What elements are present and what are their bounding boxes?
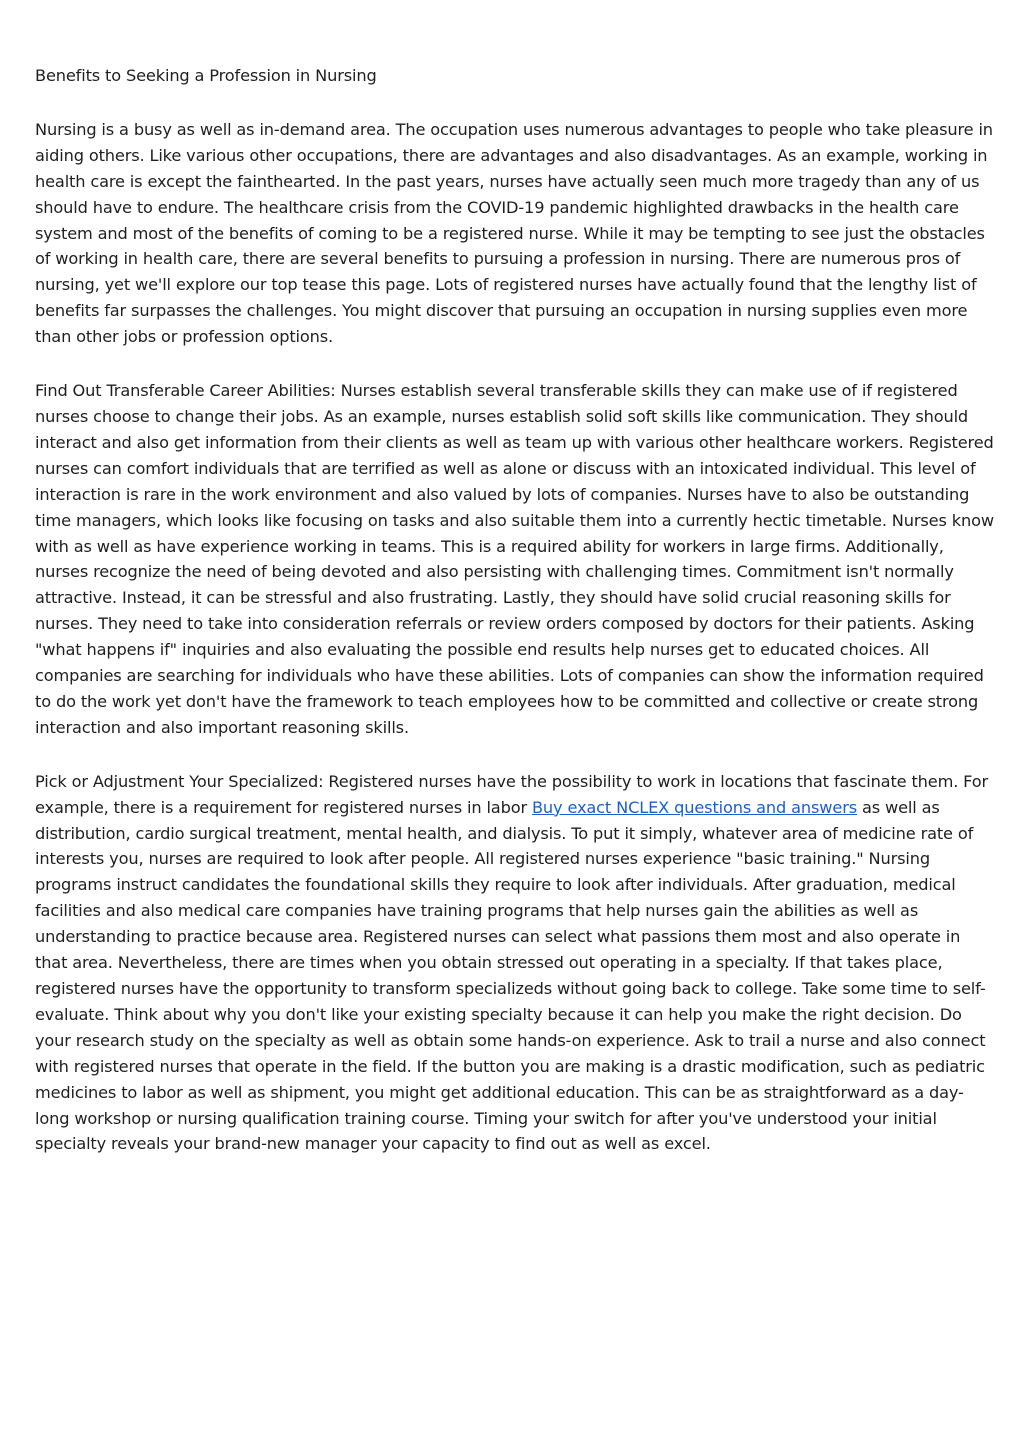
nclex-link[interactable]: Buy exact NCLEX questions and answers bbox=[531, 797, 857, 817]
paragraph-specialty-start: Pick or Adjustment Your Specialized: Registered nurses have the possibility to work in locations that fascinate them. For example, there is a requirement for registered nurses in labor bbox=[35, 771, 989, 817]
document-title: Benefits to Seeking a Profession in Nursing bbox=[35, 66, 377, 85]
document-body bbox=[35, 63, 995, 1185]
paragraph-transferable-skills: Find Out Transferable Career Abilities: Nurses establish several transferable skills they can make use of if registered nurses choose to change their jobs. As an example, nurses establish solid soft skills like communication. They should interact and also get information from their clients as well as team up with various other healthcare workers. Registered nurses can comfort individuals that are terrified as well as alone or discuss with an intoxicated individual. This level of interaction is rare in the work environment and also valued by lots of companies. Nurses have to also be outstanding time managers, which looks like focusing on tasks and also suitable them into a currently hectic timetable. Nurses know with as well as have experience working in teams. This is a required ability for workers in large firms. Additionally, nurses recognize the need of being devoted and also persisting with challenging times. Commitment isn't normally attractive. Instead, it can be stressful and also frustrating. Lastly, they should have solid crucial reasoning skills for nurses. They need to take into consideration referrals or review orders composed by doctors for their patients. Asking "what happens if" inquiries and also evaluating the possible end results help nurses get to educated choices. All companies are searching for individuals who have these abilities. Lots of companies can show the information required to do the work yet don't have the framework to teach employees how to be committed and collective or create strong interaction and also important reasoning skills. bbox=[35, 381, 994, 737]
paragraph-specialty bbox=[35, 769, 995, 1158]
paragraph-intro: Nursing is a busy as well as in-demand area. The occupation uses numerous advantages to people who take pleasure in aiding others. Like various other occupations, there are advantages and also disadvantages. As an example, working in health care is except the fainthearted. In the past years, nurses have actually seen much more tragedy than any of us should have to endure. The healthcare crisis from the COVID-19 pandemic highlighted drawbacks in the health care system and most of the benefits of coming to be a registered nurse. While it may be tempting to see just the obstacles of working in health care, there are several benefits to pursuing a profession in nursing. There are numerous pros of nursing, yet we'll explore our top tease this page. Lots of registered nurses have actually found that the lengthy list of benefits far surpasses the challenges. You might discover that pursuing an occupation in nursing supplies even more than other jobs or profession options. bbox=[35, 119, 993, 347]
paragraph-specialty-end: as well as distribution, cardio surgical treatment, mental health, and dialysis. To put it simply, whatever area of medicine rate of interests you, nurses are required to look after people. All registered nurses experience "basic training." Nursing programs instruct candidates the foundational skills they require to look after individuals. After graduation, medical facilities and also medical care companies have training programs that help nurses gain the abilities as well as understanding to practice because area. Registered nurses can select what passions them most and also operate in that area. Nevertheless, there are times when you obtain stressed out operating in a specialty. If that takes place, registered nurses have the opportunity to transform specializeds without going back to college. Take some time to self-evaluate. Think about why you don't like your existing specialty because it can help you make the right decision. Do your research study on the specialty as well as obtain some hands-on experience. Ask to trail a nurse and also connect with registered nurses that operate in the field. If the button you are making is a drastic modification, such as pediatric medicines to labor as well as shipment, you might get additional education. This can be as straightforward as a day-long workshop or nursing qualification training course. Timing your switch for after you've understood your initial specialty reveals your brand-new manager your capacity to find out as well as excel. bbox=[35, 797, 986, 1154]
